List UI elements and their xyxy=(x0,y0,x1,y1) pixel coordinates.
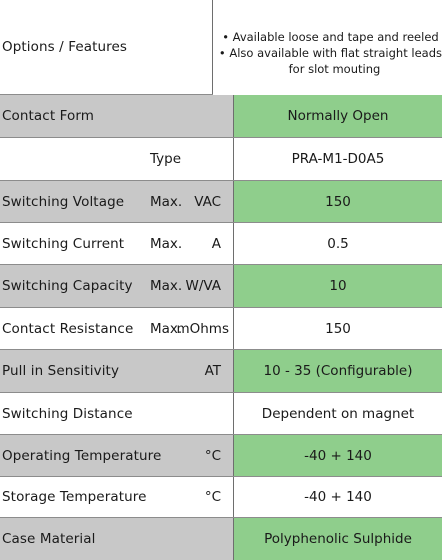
row-value: Dependent on magnet xyxy=(261,405,415,422)
row-qualifier: Max. xyxy=(150,320,183,337)
row-switching-capacity xyxy=(0,265,442,308)
row-value: Normally Open xyxy=(287,108,389,124)
row-label: Switching Distance xyxy=(2,405,133,422)
row-value: 10 - 35 (Configurable) xyxy=(263,363,413,379)
row-contact-form xyxy=(0,95,442,138)
row-label: Contact Form xyxy=(2,108,95,124)
row-operating-temperature xyxy=(0,435,442,477)
row-unit: W/VA xyxy=(185,278,221,294)
row-value: PRA-M1-D0A5 xyxy=(291,151,385,167)
row-label: Pull in Sensitivity xyxy=(2,363,120,379)
row-value: 150 xyxy=(325,320,351,337)
row-case-material xyxy=(0,518,442,560)
row-label: Operating Temperature xyxy=(2,447,162,464)
row-qualifier: Max. xyxy=(150,193,183,210)
row-qualifier: Max. xyxy=(150,235,183,252)
row-value: 150 xyxy=(325,193,351,210)
row-unit: AT xyxy=(204,363,221,379)
row-unit: A xyxy=(211,235,221,252)
row-label: Options / Features xyxy=(2,39,128,55)
row-type xyxy=(0,138,442,181)
feature-line: • Also available with flat straight leads xyxy=(218,46,442,60)
row-qualifier: Max. xyxy=(150,278,183,294)
row-label: Storage Temperature xyxy=(2,489,147,505)
row-value: -40 + 140 xyxy=(304,489,372,505)
row-qualifier: Type xyxy=(150,151,182,167)
row-contact-resistance xyxy=(0,308,442,350)
row-pull-in-sensitivity xyxy=(0,350,442,393)
row-switching-current xyxy=(0,223,442,265)
row-label: Case Material xyxy=(2,531,96,547)
row-label: Contact Resistance xyxy=(2,320,134,337)
feature-line: for slot mouting xyxy=(288,62,381,76)
row-value: -40 + 140 xyxy=(304,447,372,464)
row-unit: °C xyxy=(204,447,221,464)
row-label: Switching Capacity xyxy=(2,278,133,294)
row-switching-voltage xyxy=(0,181,442,223)
feature-line: • Available loose and tape and reeled xyxy=(222,30,439,44)
row-value: 0.5 xyxy=(327,235,349,252)
row-value: Polyphenolic Sulphide xyxy=(264,531,412,547)
row-label: Switching Voltage xyxy=(2,193,125,210)
row-options-features xyxy=(0,0,442,95)
row-unit: mOhms xyxy=(176,320,229,337)
row-storage-temperature xyxy=(0,477,442,518)
row-unit: VAC xyxy=(194,193,221,210)
row-label: Switching Current xyxy=(2,235,125,252)
features-list xyxy=(213,0,442,100)
row-switching-distance xyxy=(0,393,442,435)
row-value: 10 xyxy=(329,278,347,294)
row-unit: °C xyxy=(204,489,221,505)
